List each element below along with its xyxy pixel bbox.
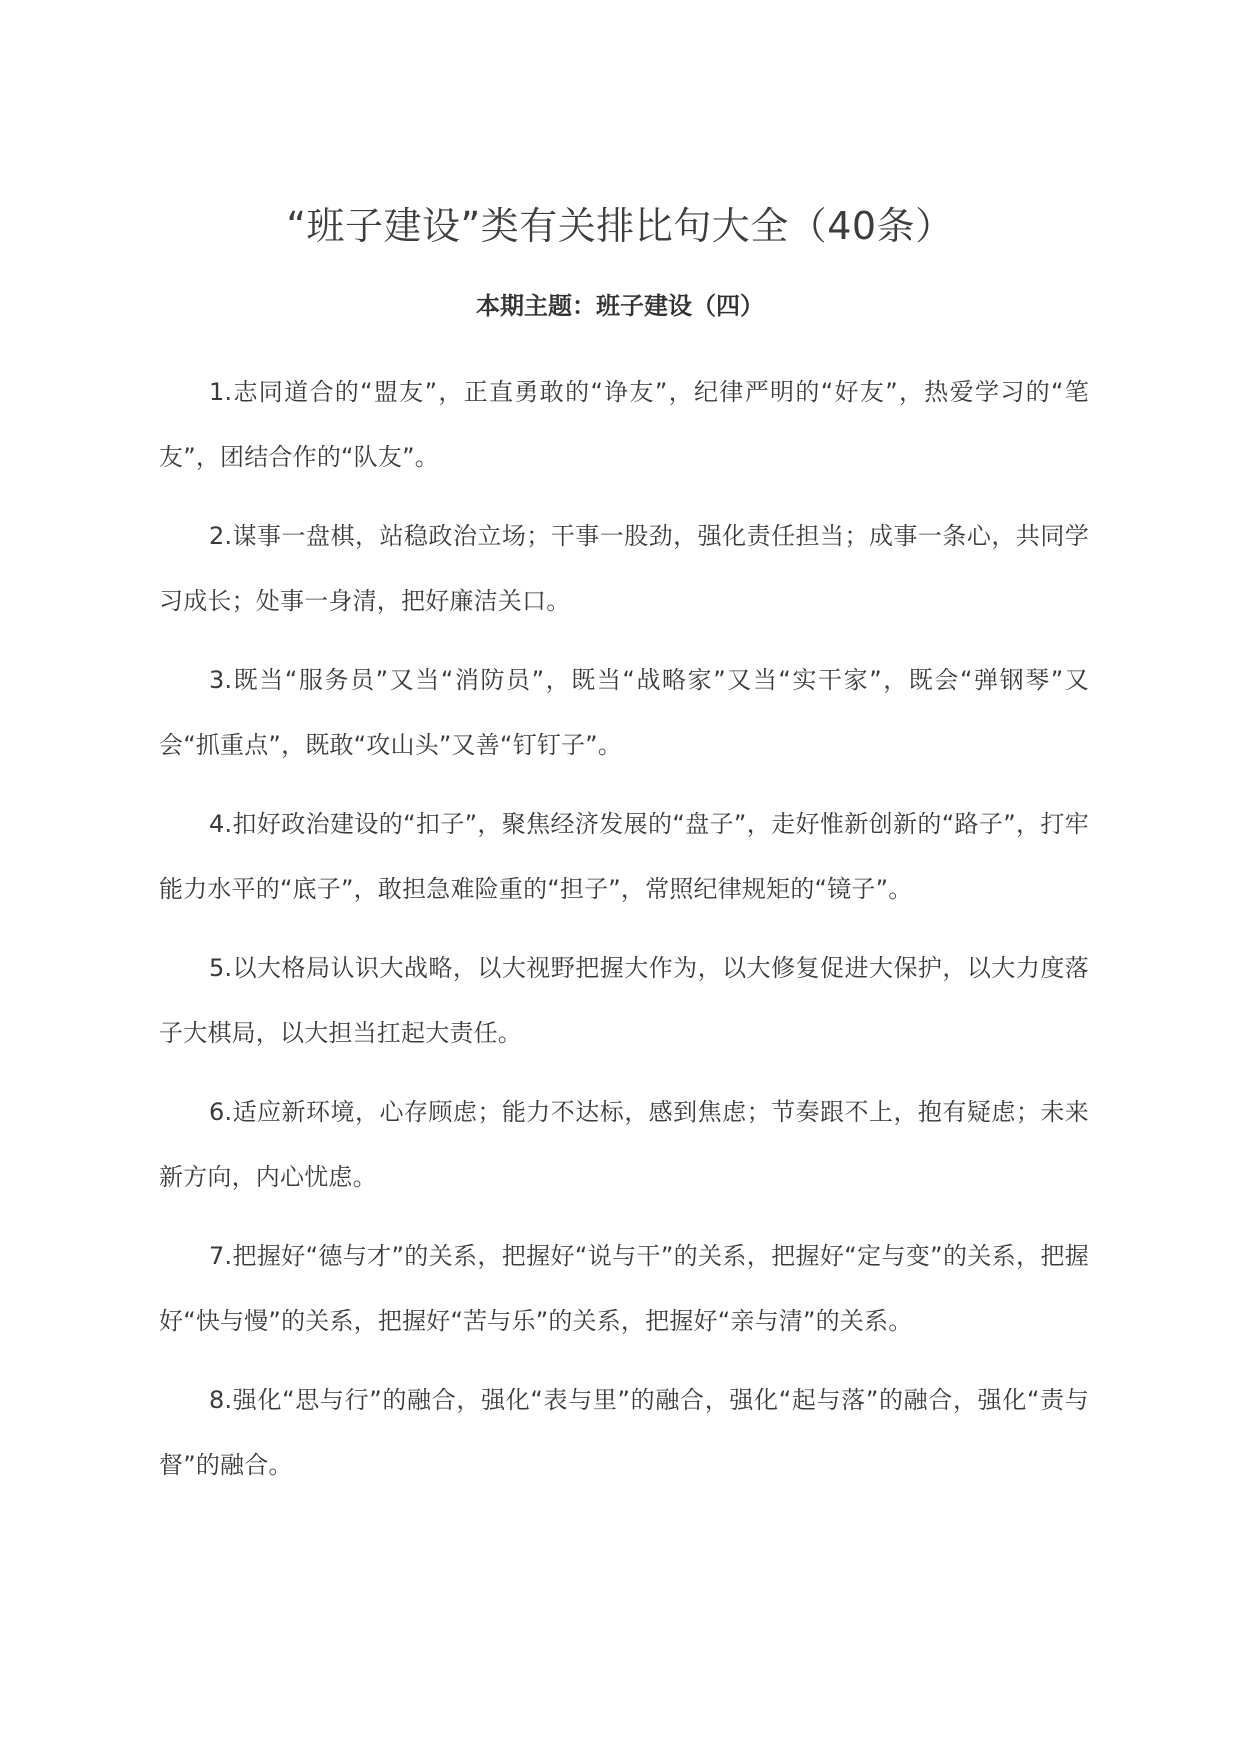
document-subtitle: 本期主题：班子建设（四） [476,292,764,320]
paragraph-item: 5.以大格局认识大战略，以大视野把握大作为，以大修复促进大保护，以大力度落子大棋局，以大担当扛起大责任。 [159,954,1089,1047]
paragraph-item: 1.志同道合的“盟友”，正直勇敢的“诤友”，纪律严明的“好友”，热爱学习的“笔友”，团结合作的“队友”。 [159,378,1089,471]
paragraph-item: 2.谋事一盘棋，站稳政治立场；干事一股劲，强化责任担当；成事一条心，共同学习成长；处事一身清，把好廉洁关口。 [159,522,1089,615]
paragraph-item: 8.强化“思与行”的融合，强化“表与里”的融合，强化“起与落”的融合，强化“责与督”的融合。 [159,1386,1089,1479]
document-body [159,360,1089,1512]
document-title: “班子建设”类有关排比句大全（40条） [286,204,954,248]
paragraph-item: 4.扣好政治建设的“扣子”，聚焦经济发展的“盘子”，走好惟新创新的“路子”，打牢能力水平的“底子”，敢担急难险重的“担子”，常照纪律规矩的“镜子”。 [159,810,1089,903]
paragraph-item: 3.既当“服务员”又当“消防员”，既当“战略家”又当“实干家”，既会“弹钢琴”又会“抓重点”，既敢“攻山头”又善“钉钉子”。 [159,666,1089,759]
paragraph-item: 7.把握好“德与才”的关系，把握好“说与干”的关系，把握好“定与变”的关系，把握好“快与慢”的关系，把握好“苦与乐”的关系，把握好“亲与清”的关系。 [159,1242,1089,1335]
paragraph-item: 6.适应新环境，心存顾虑；能力不达标，感到焦虑；节奏跟不上，抱有疑虑；未来新方向，内心忧虑。 [159,1098,1089,1191]
